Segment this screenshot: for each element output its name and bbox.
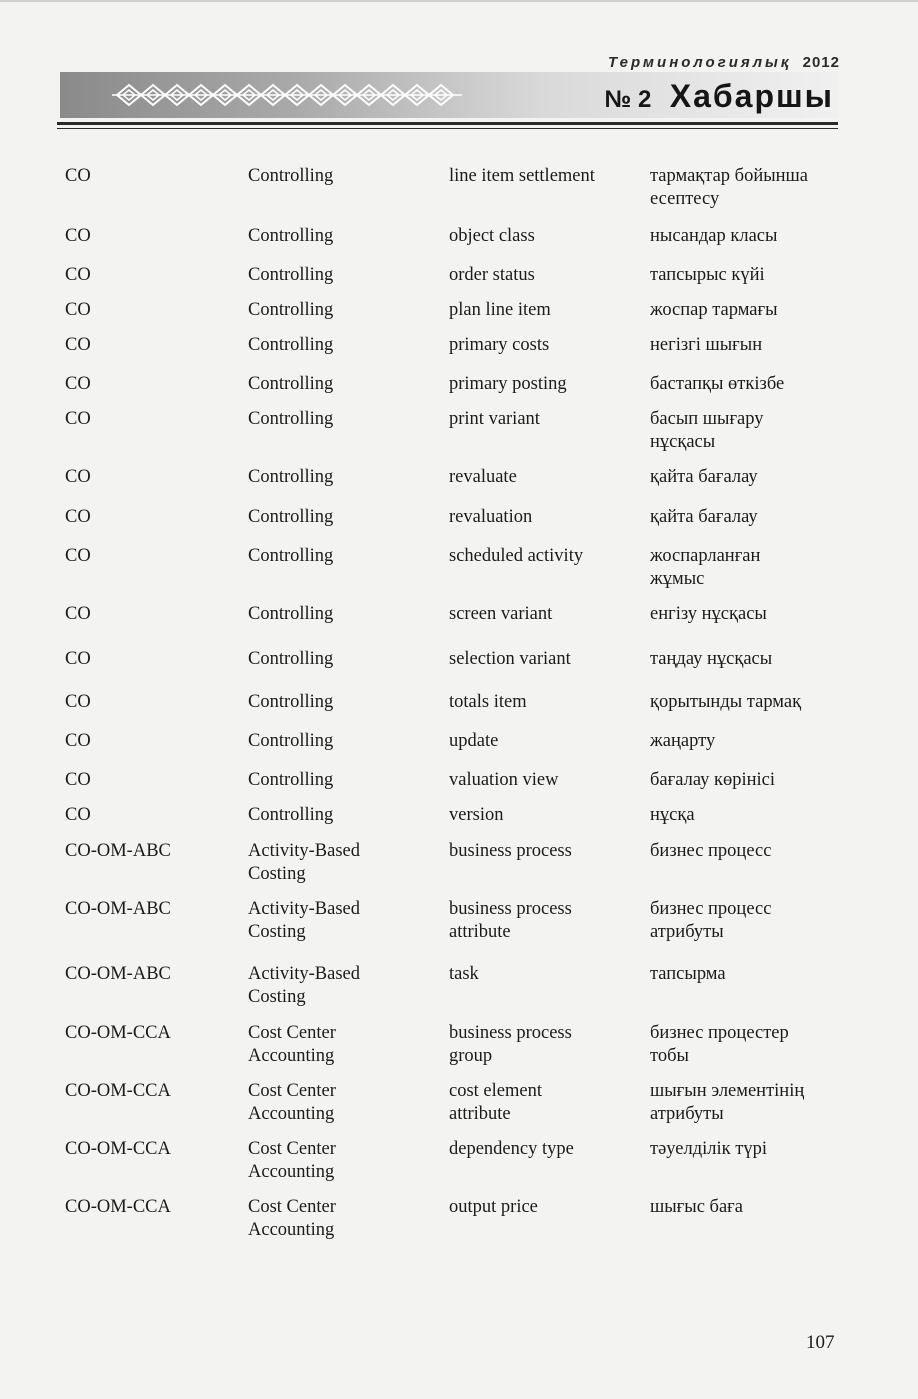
- code-cell: CO-OM-CCA: [65, 1023, 171, 1043]
- english-term-cell: task: [449, 964, 479, 984]
- english-term-cell: version: [449, 805, 504, 825]
- module-cell: Controlling: [248, 731, 334, 751]
- kazakh-term-cell: нұсқа: [650, 805, 695, 825]
- module-cell: Controlling: [248, 546, 334, 566]
- code-cell: CO: [65, 546, 91, 566]
- module-cell: Controlling: [248, 265, 334, 285]
- page-top-edge: [0, 0, 918, 2]
- kazakh-term-cell: таңдау нұсқасы: [650, 649, 773, 669]
- kazakh-term-cell: тапсырыс күйі: [650, 265, 765, 285]
- module-cell: Cost Center: [248, 1081, 336, 1101]
- module-cell: Controlling: [248, 604, 334, 624]
- module-cell: Controlling: [248, 805, 334, 825]
- kazakh-term-cell: тапсырма: [650, 964, 726, 984]
- issue-label: [605, 78, 834, 115]
- module-cell: Controlling: [248, 692, 334, 712]
- code-cell: CO: [65, 409, 91, 429]
- kazakh-term-cell: нысандар класы: [650, 226, 778, 246]
- code-cell: CO-OM-ABC: [65, 899, 171, 919]
- code-cell: CO: [65, 226, 91, 246]
- module-cell: Accounting: [248, 1104, 335, 1124]
- journal-name: Терминологиялық: [608, 54, 792, 71]
- journal-year: 2012: [802, 54, 840, 71]
- english-term-cell: primary posting: [449, 374, 567, 394]
- module-cell: Controlling: [248, 300, 334, 320]
- kazakh-term-cell: жоспар тармағы: [650, 300, 778, 320]
- code-cell: CO: [65, 374, 91, 394]
- kazakh-term-cell: жоспарланған: [650, 546, 761, 566]
- kazakh-term-cell: тәуелділік түрі: [650, 1139, 768, 1159]
- module-cell: Controlling: [248, 649, 334, 669]
- kazakh-term-cell: бастапқы өткізбе: [650, 374, 785, 394]
- code-cell: CO-OM-CCA: [65, 1139, 171, 1159]
- code-cell: CO: [65, 649, 91, 669]
- module-cell: Accounting: [248, 1046, 335, 1066]
- module-cell: Costing: [248, 922, 306, 942]
- module-cell: Controlling: [248, 507, 334, 527]
- code-cell: CO: [65, 166, 91, 186]
- kazakh-term-cell: бизнес процестер: [650, 1023, 789, 1043]
- english-term-cell: attribute: [449, 922, 511, 942]
- english-term-cell: screen variant: [449, 604, 553, 624]
- ornament-pattern-icon: [112, 78, 462, 112]
- module-cell: Activity-Based: [248, 841, 361, 861]
- english-term-cell: business process: [449, 899, 572, 919]
- english-term-cell: object class: [449, 226, 535, 246]
- module-cell: Controlling: [248, 467, 334, 487]
- kazakh-term-cell: нұсқасы: [650, 432, 716, 452]
- code-cell: CO: [65, 265, 91, 285]
- header-banner: [60, 72, 838, 118]
- english-term-cell: valuation view: [449, 770, 559, 790]
- kazakh-term-cell: есептесу: [650, 189, 720, 209]
- english-term-cell: update: [449, 731, 499, 751]
- code-cell: CO-OM-ABC: [65, 964, 171, 984]
- kazakh-term-cell: бизнес процесс: [650, 841, 772, 861]
- code-cell: CO-OM-CCA: [65, 1081, 171, 1101]
- journal-title-line: [608, 54, 840, 71]
- english-term-cell: business process: [449, 841, 572, 861]
- kazakh-term-cell: басып шығару: [650, 409, 764, 429]
- kazakh-term-cell: енгізу нұсқасы: [650, 604, 767, 624]
- english-term-cell: dependency type: [449, 1139, 574, 1159]
- module-cell: Accounting: [248, 1220, 335, 1240]
- code-cell: CO: [65, 467, 91, 487]
- page-number: 107: [806, 1332, 835, 1353]
- module-cell: Cost Center: [248, 1139, 336, 1159]
- module-cell: Costing: [248, 987, 306, 1007]
- module-cell: Controlling: [248, 770, 334, 790]
- code-cell: CO: [65, 731, 91, 751]
- kazakh-term-cell: тармақтар бойынша: [650, 166, 809, 186]
- kazakh-term-cell: бизнес процесс: [650, 899, 772, 919]
- english-term-cell: scheduled activity: [449, 546, 584, 566]
- module-cell: Cost Center: [248, 1197, 336, 1217]
- kazakh-term-cell: шығыс баға: [650, 1197, 743, 1217]
- module-cell: Cost Center: [248, 1023, 336, 1043]
- module-cell: Costing: [248, 864, 306, 884]
- english-term-cell: totals item: [449, 692, 527, 712]
- english-term-cell: print variant: [449, 409, 540, 429]
- code-cell: CO: [65, 805, 91, 825]
- module-cell: Controlling: [248, 166, 334, 186]
- english-term-cell: cost element: [449, 1081, 542, 1101]
- english-term-cell: business process: [449, 1023, 572, 1043]
- module-cell: Controlling: [248, 409, 334, 429]
- kazakh-term-cell: атрибуты: [650, 922, 724, 942]
- kazakh-term-cell: атрибуты: [650, 1104, 724, 1124]
- code-cell: CO: [65, 770, 91, 790]
- english-term-cell: attribute: [449, 1104, 511, 1124]
- header-rule-thick: [57, 122, 838, 125]
- english-term-cell: order status: [449, 265, 535, 285]
- header-rule-thin: [57, 128, 838, 129]
- module-cell: Activity-Based: [248, 899, 361, 919]
- code-cell: CO: [65, 300, 91, 320]
- code-cell: CO: [65, 604, 91, 624]
- kazakh-term-cell: жұмыс: [650, 569, 705, 589]
- issue-title: Хабаршы: [669, 78, 834, 114]
- english-term-cell: output price: [449, 1197, 538, 1217]
- code-cell: CO: [65, 507, 91, 527]
- module-cell: Controlling: [248, 226, 334, 246]
- kazakh-term-cell: қайта бағалау: [650, 467, 758, 487]
- english-term-cell: group: [449, 1046, 493, 1066]
- module-cell: Controlling: [248, 335, 334, 355]
- english-term-cell: primary costs: [449, 335, 550, 355]
- english-term-cell: line item settlement: [449, 166, 595, 186]
- kazakh-term-cell: қайта бағалау: [650, 507, 758, 527]
- code-cell: CO: [65, 335, 91, 355]
- english-term-cell: selection variant: [449, 649, 571, 669]
- kazakh-term-cell: бағалау көрінісі: [650, 770, 775, 790]
- module-cell: Accounting: [248, 1162, 335, 1182]
- english-term-cell: plan line item: [449, 300, 551, 320]
- kazakh-term-cell: жаңарту: [650, 731, 716, 751]
- module-cell: Activity-Based: [248, 964, 361, 984]
- module-cell: Controlling: [248, 374, 334, 394]
- code-cell: CO: [65, 692, 91, 712]
- code-cell: CO-OM-CCA: [65, 1197, 171, 1217]
- english-term-cell: revaluate: [449, 467, 517, 487]
- kazakh-term-cell: шығын элементінің: [650, 1081, 805, 1101]
- english-term-cell: revaluation: [449, 507, 533, 527]
- kazakh-term-cell: негізгі шығын: [650, 335, 763, 355]
- code-cell: CO-OM-ABC: [65, 841, 171, 861]
- issue-number: № 2: [604, 86, 652, 113]
- kazakh-term-cell: тобы: [650, 1046, 689, 1066]
- kazakh-term-cell: қорытынды тармақ: [650, 692, 802, 712]
